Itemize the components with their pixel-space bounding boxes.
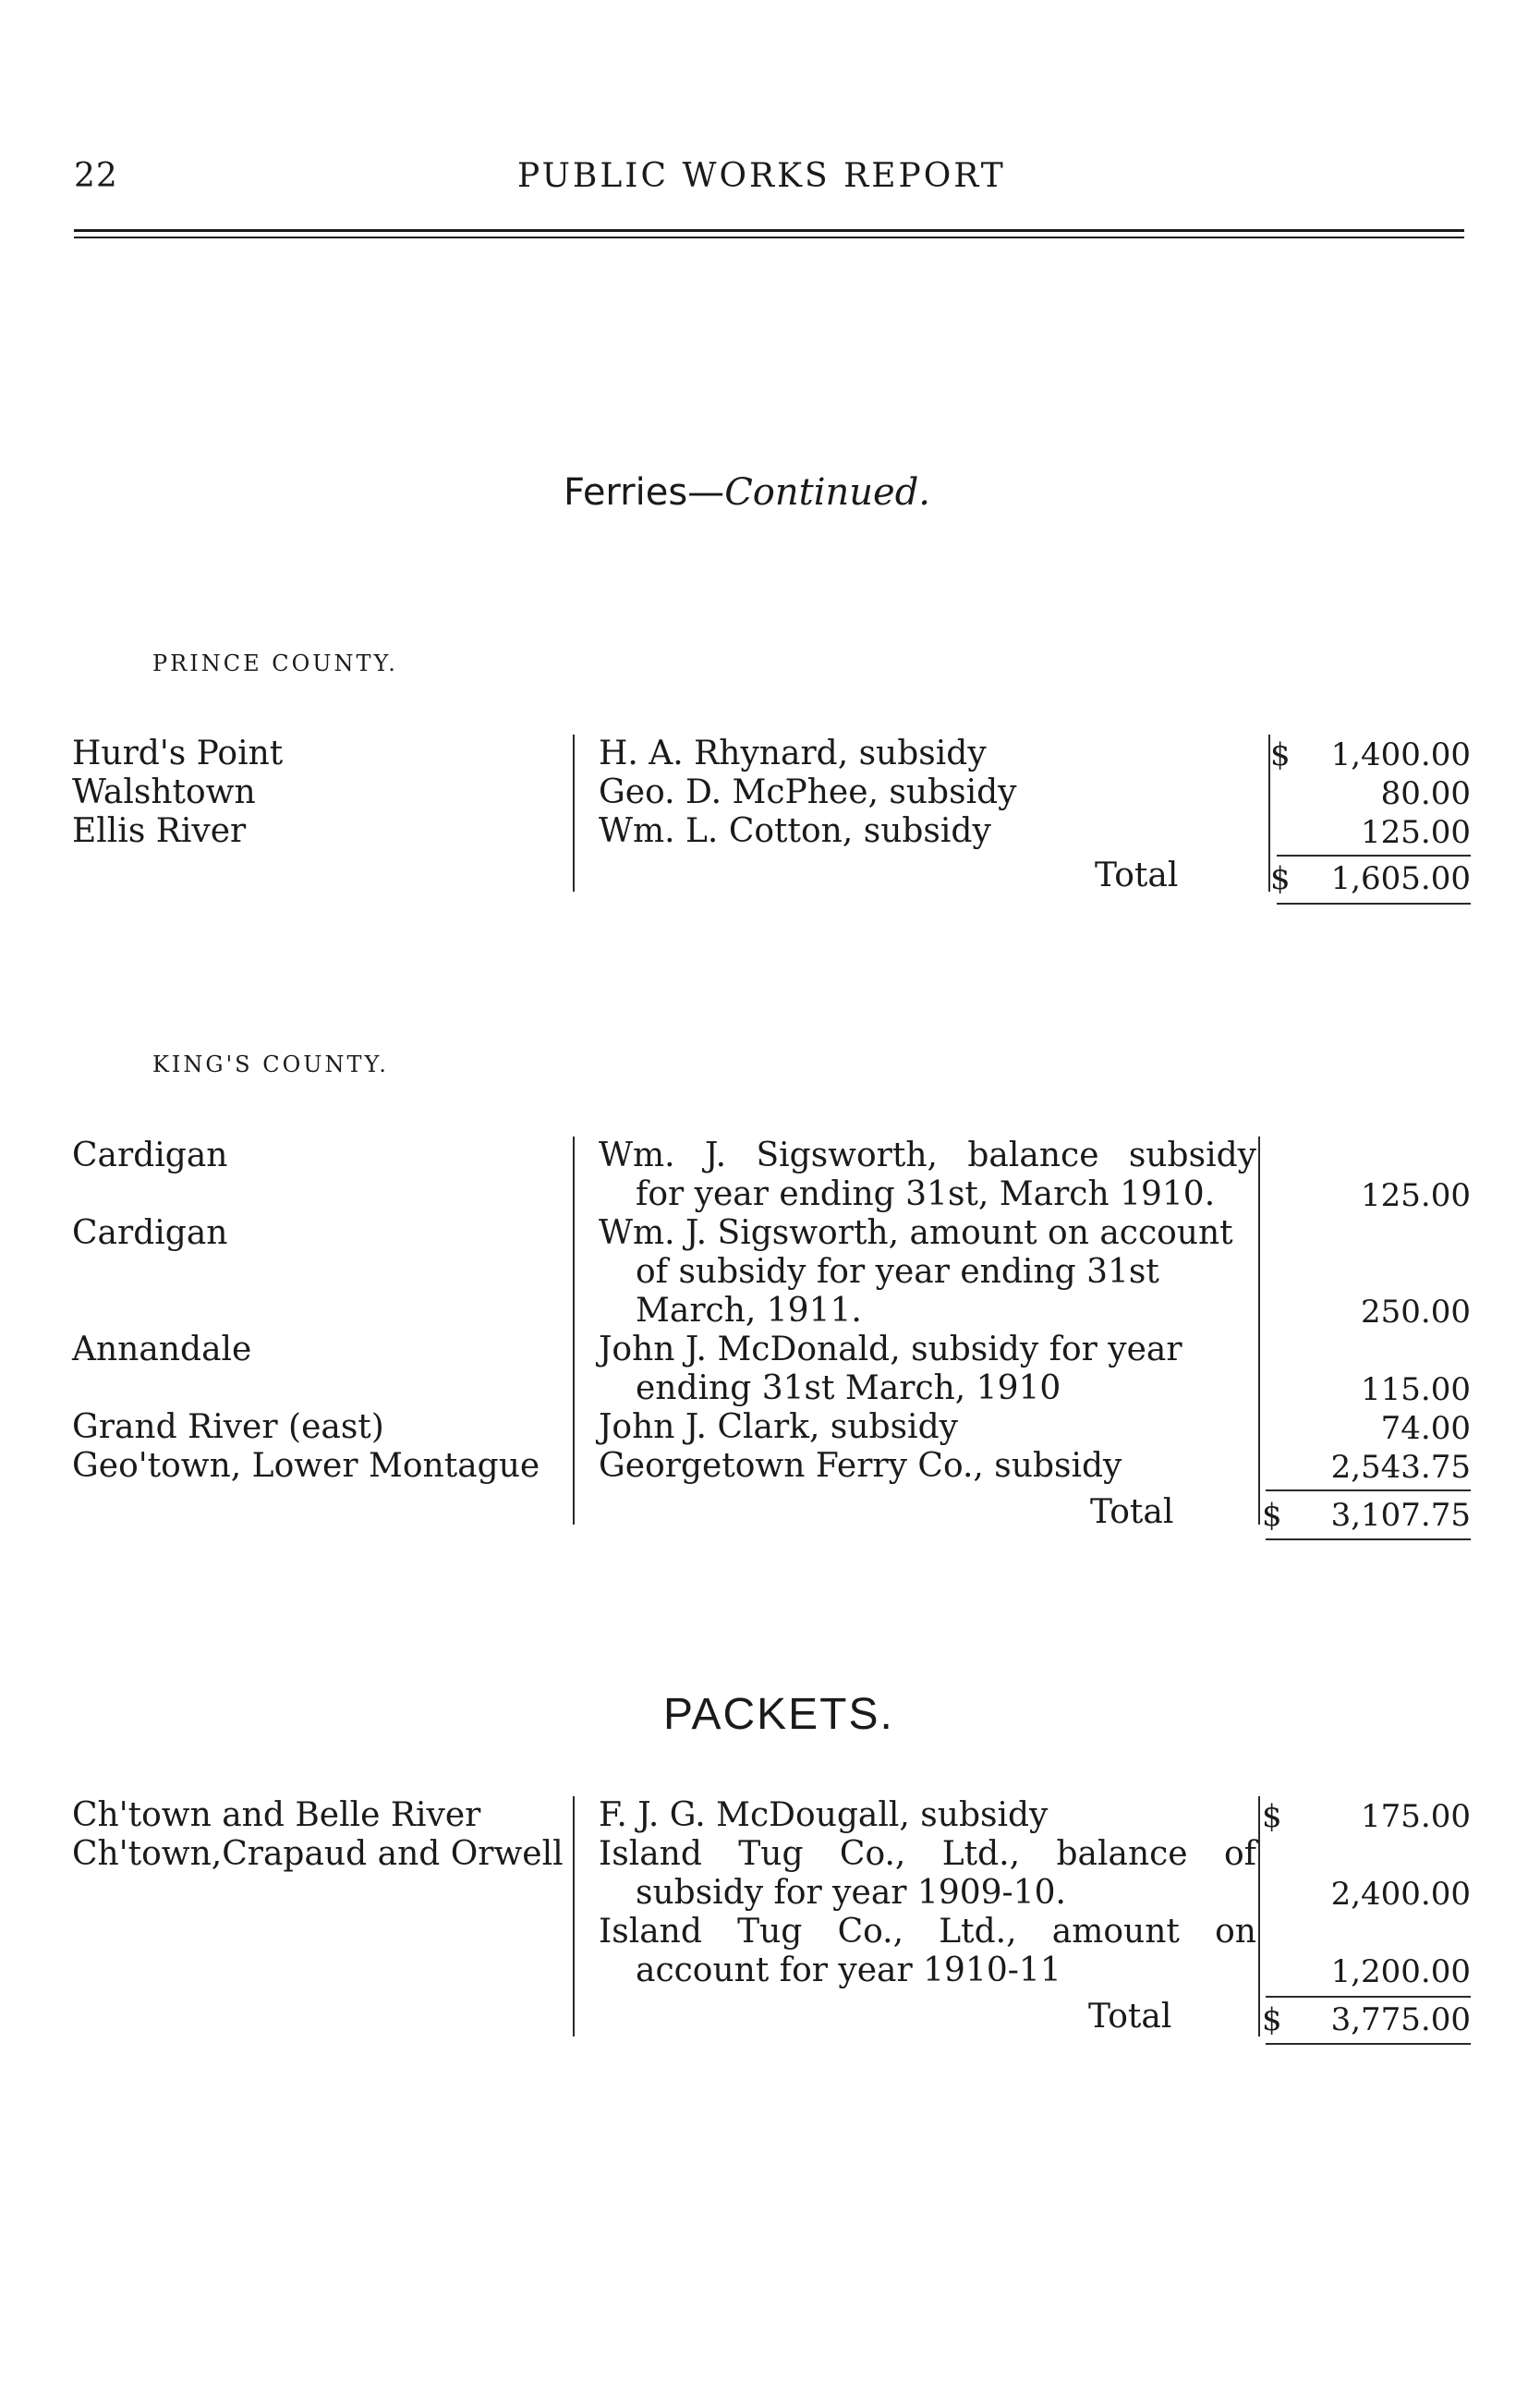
kings-desc-2-line-1: Wm. J. Sigsworth, amount on account [599, 1214, 1233, 1252]
kings-desc-2-line-3: March, 1911. [636, 1292, 862, 1330]
kings-county-heading: KING'S COUNTY. [152, 1052, 389, 1077]
ferries-title-plain: Ferries— [564, 471, 725, 514]
kings-amount-4: 74.00 [1380, 1410, 1471, 1447]
packets-divider-left [573, 1796, 575, 2036]
prince-amount-1: 1,400.00 [1330, 736, 1471, 773]
packets-desc-2-line-2: subsidy for year 1909-10. [636, 1874, 1066, 1912]
kings-total-rule [1266, 1538, 1471, 1540]
kings-place-2: Cardigan [72, 1214, 228, 1252]
kings-desc-3-line-1: John J. McDonald, subsidy for year [599, 1331, 1182, 1368]
kings-desc-1-line-2: for year ending 31st, March 1910. [636, 1175, 1216, 1213]
packets-desc-1-line-1: F. J. G. McDougall, subsidy [599, 1796, 1049, 1834]
kings-desc-5-line-1: Georgetown Ferry Co., subsidy [599, 1447, 1122, 1485]
packets-total-dollar: $ [1262, 2001, 1282, 2038]
kings-amount-3: 115.00 [1361, 1371, 1471, 1408]
prince-dollar-sign: $ [1270, 736, 1291, 773]
packets-amount-1: 175.00 [1361, 1798, 1471, 1835]
kings-desc-4-line-1: John J. Clark, subsidy [599, 1408, 958, 1446]
prince-county-heading: PRINCE COUNTY. [152, 650, 398, 676]
prince-desc-1: H. A. Rhynard, subsidy [599, 735, 987, 772]
section-title-ferries [564, 471, 930, 514]
kings-place-5: Geo'town, Lower Montague [72, 1447, 540, 1485]
header-rule-bottom [74, 237, 1464, 238]
page-number: 22 [74, 157, 118, 195]
ferries-title-italic: Continued. [724, 471, 931, 514]
running-title: PUBLIC WORKS REPORT [517, 157, 1006, 195]
kings-total-dollar: $ [1262, 1497, 1282, 1534]
kings-total-label: Total [1090, 1493, 1174, 1531]
kings-divider-left [573, 1137, 575, 1525]
prince-amount-3: 125.00 [1361, 814, 1471, 851]
packets-desc-3-line-2: account for year 1910-11 [636, 1951, 1061, 1989]
kings-amount-5: 2,543.75 [1330, 1449, 1471, 1486]
packets-place-1: Ch'town and Belle River [72, 1796, 481, 1834]
header-rule-top [74, 229, 1464, 232]
prince-amount-2: 80.00 [1380, 775, 1471, 812]
prince-total-dollar: $ [1270, 860, 1291, 897]
prince-divider-left [573, 735, 575, 892]
kings-place-4: Grand River (east) [72, 1408, 384, 1446]
packets-desc-2-line-1: Island Tug Co., Ltd., balance of [599, 1835, 1256, 1873]
packets-sum-rule [1266, 1996, 1471, 1998]
kings-desc-3-line-2: ending 31st March, 1910 [636, 1369, 1061, 1407]
prince-place-1: Hurd's Point [72, 735, 284, 772]
packets-amount-3: 1,200.00 [1330, 1953, 1471, 1990]
kings-place-3: Annandale [72, 1331, 252, 1368]
prince-place-2: Walshtown [72, 773, 256, 811]
prince-place-3: Ellis River [72, 812, 247, 850]
packets-divider-right [1258, 1796, 1260, 2036]
kings-sum-rule [1266, 1489, 1471, 1491]
kings-place-1: Cardigan [72, 1137, 228, 1174]
prince-sum-rule [1277, 855, 1471, 857]
packets-amount-2: 2,400.00 [1330, 1876, 1471, 1913]
kings-desc-2-line-2: of subsidy for year ending 31st [636, 1253, 1159, 1291]
section-title-packets: PACKETS. [663, 1690, 894, 1739]
prince-desc-3: Wm. L. Cotton, subsidy [599, 812, 991, 850]
packets-total-rule [1266, 2043, 1471, 2045]
prince-total-label: Total [1095, 857, 1179, 894]
prince-total-rule [1277, 903, 1471, 905]
kings-amount-2: 250.00 [1361, 1294, 1471, 1331]
packets-total-amount: 3,775.00 [1330, 2001, 1471, 2038]
packets-dollar-sign: $ [1262, 1798, 1282, 1835]
kings-desc-1-line-1: Wm. J. Sigsworth, balance subsidy [599, 1137, 1256, 1174]
prince-total-amount: 1,605.00 [1330, 860, 1471, 897]
packets-desc-3-line-1: Island Tug Co., Ltd., amount on [599, 1913, 1256, 1951]
packets-place-2: Ch'town,Crapaud and Orwell [72, 1835, 564, 1873]
kings-amount-1: 125.00 [1361, 1177, 1471, 1214]
kings-divider-right [1258, 1137, 1260, 1525]
kings-total-amount: 3,107.75 [1330, 1497, 1471, 1534]
prince-desc-2: Geo. D. McPhee, subsidy [599, 773, 1017, 811]
packets-total-label: Total [1088, 1998, 1172, 2036]
